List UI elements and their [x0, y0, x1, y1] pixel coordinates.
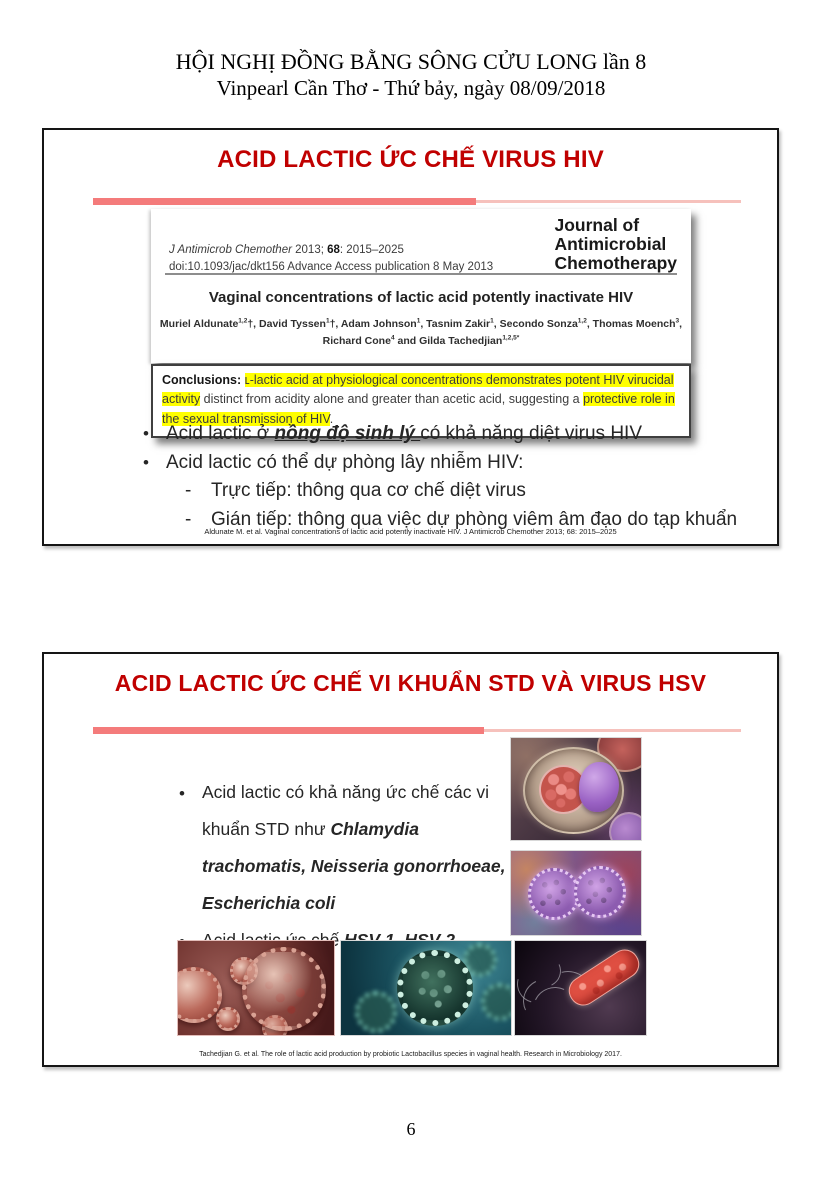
escherichia-coli-illustration	[514, 940, 647, 1036]
authors-line-1: Muriel Aldunate$^{1,2}$†, David Tyssen$^1$†, Adam Johnson$^1$, Tasnim Zakir$^1$, Secondo Sonza$^{1,2}$, Thomas Moench$^3$,	[159, 317, 683, 330]
virus-particle	[397, 950, 473, 1026]
page-number: 6	[406, 1119, 416, 1139]
virus-particle-blurred	[481, 983, 512, 1021]
slide-1-title: ACID LACTIC ỨC CHẾ VIRUS HIV	[217, 146, 604, 173]
hsv-virus-teal-illustration	[340, 940, 512, 1036]
virus-particle-blurred	[355, 991, 397, 1033]
bullet-text: Acid lactic có thể dự phòng lây nhiễm HIV:	[166, 451, 524, 473]
bullet-text: Acid lactic ở nồng độ sinh lý có khả năng diệt virus HIV	[166, 423, 642, 444]
virus-particle	[177, 967, 222, 1023]
journal-logo	[554, 216, 677, 273]
bullet-marker: •	[143, 452, 149, 472]
sub-bullet-text: Trực tiếp: thông qua cơ chế diệt virus	[211, 480, 526, 501]
bacterium-rod	[563, 944, 644, 1011]
diplococcus-cell	[528, 868, 580, 920]
conference-venue-date: Vinpearl Cần Thơ - Thứ bảy, ngày 08/09/2018	[216, 76, 606, 100]
sub-bullet-item	[139, 477, 739, 506]
doi-line: doi:10.1093/jac/dkt156 Advance Access publication 8 May 2013	[169, 261, 494, 274]
underline-bar-main	[93, 727, 484, 734]
bullet-marker: •	[179, 784, 185, 803]
conclusions-excerpt: Conclusions: ʟ-lactic acid at physiological concentrations demonstrates potent HIV virucidal activity distinct from acidity alone and greater than acetic acid, suggesting a protective role in the sexual transmission of HIV.	[151, 364, 691, 438]
authors-line-2: Richard Cone$^4$ and Gilda Tachedjian$^{1,2,5*}$	[322, 334, 520, 347]
conference-header	[0, 48, 822, 101]
bullet-item	[175, 774, 513, 922]
hsv-virus-red-illustration	[177, 940, 335, 1036]
underline-bar-light	[484, 729, 741, 732]
dash-marker: -	[185, 508, 192, 530]
journal-logo-line3: Chemotherapy	[554, 252, 677, 273]
slide-2-title: ACID LACTIC ỨC CHẾ VI KHUẨN STD VÀ VIRUS HSV	[114, 670, 707, 696]
title-underline-bar	[93, 198, 743, 206]
underline-bar-main	[93, 198, 476, 205]
title-underline-bar	[93, 727, 743, 735]
slide-1	[42, 128, 779, 546]
citation-line: J Antimicrob Chemother 2013; 68: 2015–2025	[169, 244, 404, 256]
virus-particle	[242, 947, 326, 1031]
journal-citation	[169, 242, 493, 277]
slide-2-bullets	[175, 774, 513, 959]
bullet-text: Acid lactic có khả năng ức chế các vi khuẩn STD như Chlamydia trachomatis, Neisseria gonorrhoeae, Escherichia coli	[202, 782, 506, 913]
bullet-item	[139, 420, 739, 449]
chlamydia-trachomatis-illustration	[510, 737, 642, 841]
journal-divider-rule	[165, 273, 677, 275]
sub-bullet-text: Gián tiếp: thông qua việc dự phòng viêm âm đạo do tạp khuẩn	[211, 508, 738, 530]
slide-1-reference: Aldunate M. et al. Vaginal concentrations of lactic acid potently inactivate HIV. J Antimicrob Chemother 2013; 68: 2015–2025	[204, 527, 617, 536]
journal-article-card	[151, 209, 691, 363]
journal-logo-line1: Journal of	[554, 215, 640, 235]
dash-marker: -	[185, 480, 192, 501]
slide-1-bullets	[139, 420, 739, 534]
underline-bar-light	[476, 200, 741, 203]
bullet-item	[139, 449, 739, 478]
article-title: Vaginal concentrations of lactic acid potently inactivate HIV	[208, 289, 634, 306]
neisseria-gonorrhoeae-illustration	[510, 850, 642, 936]
article-authors	[151, 316, 691, 350]
slide-2-reference: Tachedjian G. et al. The role of lactic acid production by probiotic Lactobacillus species in vaginal health. Research in Microbiology 2017.	[199, 1051, 622, 1058]
conference-title: HỘI NGHỊ ĐỒNG BẰNG SÔNG CỬU LONG lần 8	[175, 49, 647, 74]
virus-particle	[216, 1007, 240, 1031]
bullet-marker: •	[143, 424, 149, 443]
diplococcus-cell	[574, 866, 626, 918]
slide-2	[42, 652, 779, 1067]
journal-logo-line2: Antimicrobial	[554, 233, 667, 254]
